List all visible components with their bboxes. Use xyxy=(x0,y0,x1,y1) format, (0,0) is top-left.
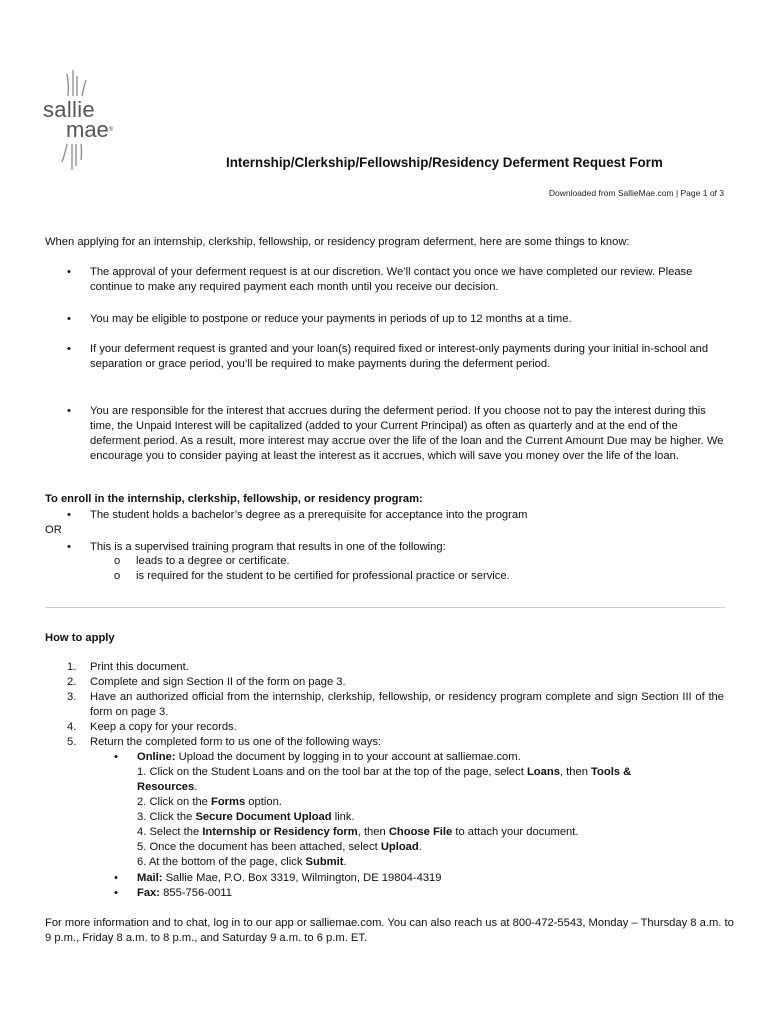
sub-bullet-icon: o xyxy=(114,570,121,582)
section-divider xyxy=(45,607,725,608)
page-title: Internship/Clerkship/Fellowship/Residency Deferment Request Form xyxy=(226,155,663,170)
bullet-icon: • xyxy=(67,541,71,553)
enroll-item-training: This is a supervised training program that results in one of the following: xyxy=(90,541,446,553)
enroll-item-degree: The student holds a bachelor’s degree as a prerequisite for acceptance into the program xyxy=(90,509,528,521)
enroll-sub-item: leads to a degree or certificate. xyxy=(136,555,290,567)
logo-text-mae: mae® xyxy=(66,117,114,142)
contact-footer: For more information and to chat, log in to our app or salliemae.com. You can also reach us at 800-472-5543, Monday – Thursday 8 a.m. to 9 p.m., Friday 8 a.m. to 8 p.m., and Saturday 9 a.m. to 6 p.m. ET. xyxy=(45,917,734,944)
enroll-sub-item: is required for the student to be certified for professional practice or service. xyxy=(136,570,510,582)
enroll-heading: To enroll in the internship, clerkship, fellowship, or residency program: xyxy=(45,493,423,505)
sub-bullet-icon: o xyxy=(114,555,121,567)
sallie-mae-logo xyxy=(40,66,130,174)
how-to-apply-heading: How to apply xyxy=(45,632,115,644)
logo-text-sallie: sallie xyxy=(43,97,95,122)
intro-text: When applying for an internship, clerkship, fellowship, or residency program deferment, here are some things to know: xyxy=(45,236,630,248)
download-info: Downloaded from SallieMae.com | Page 1 of 3 xyxy=(548,188,724,198)
enroll-or: OR xyxy=(45,524,62,536)
bullet-icon: • xyxy=(67,509,71,521)
